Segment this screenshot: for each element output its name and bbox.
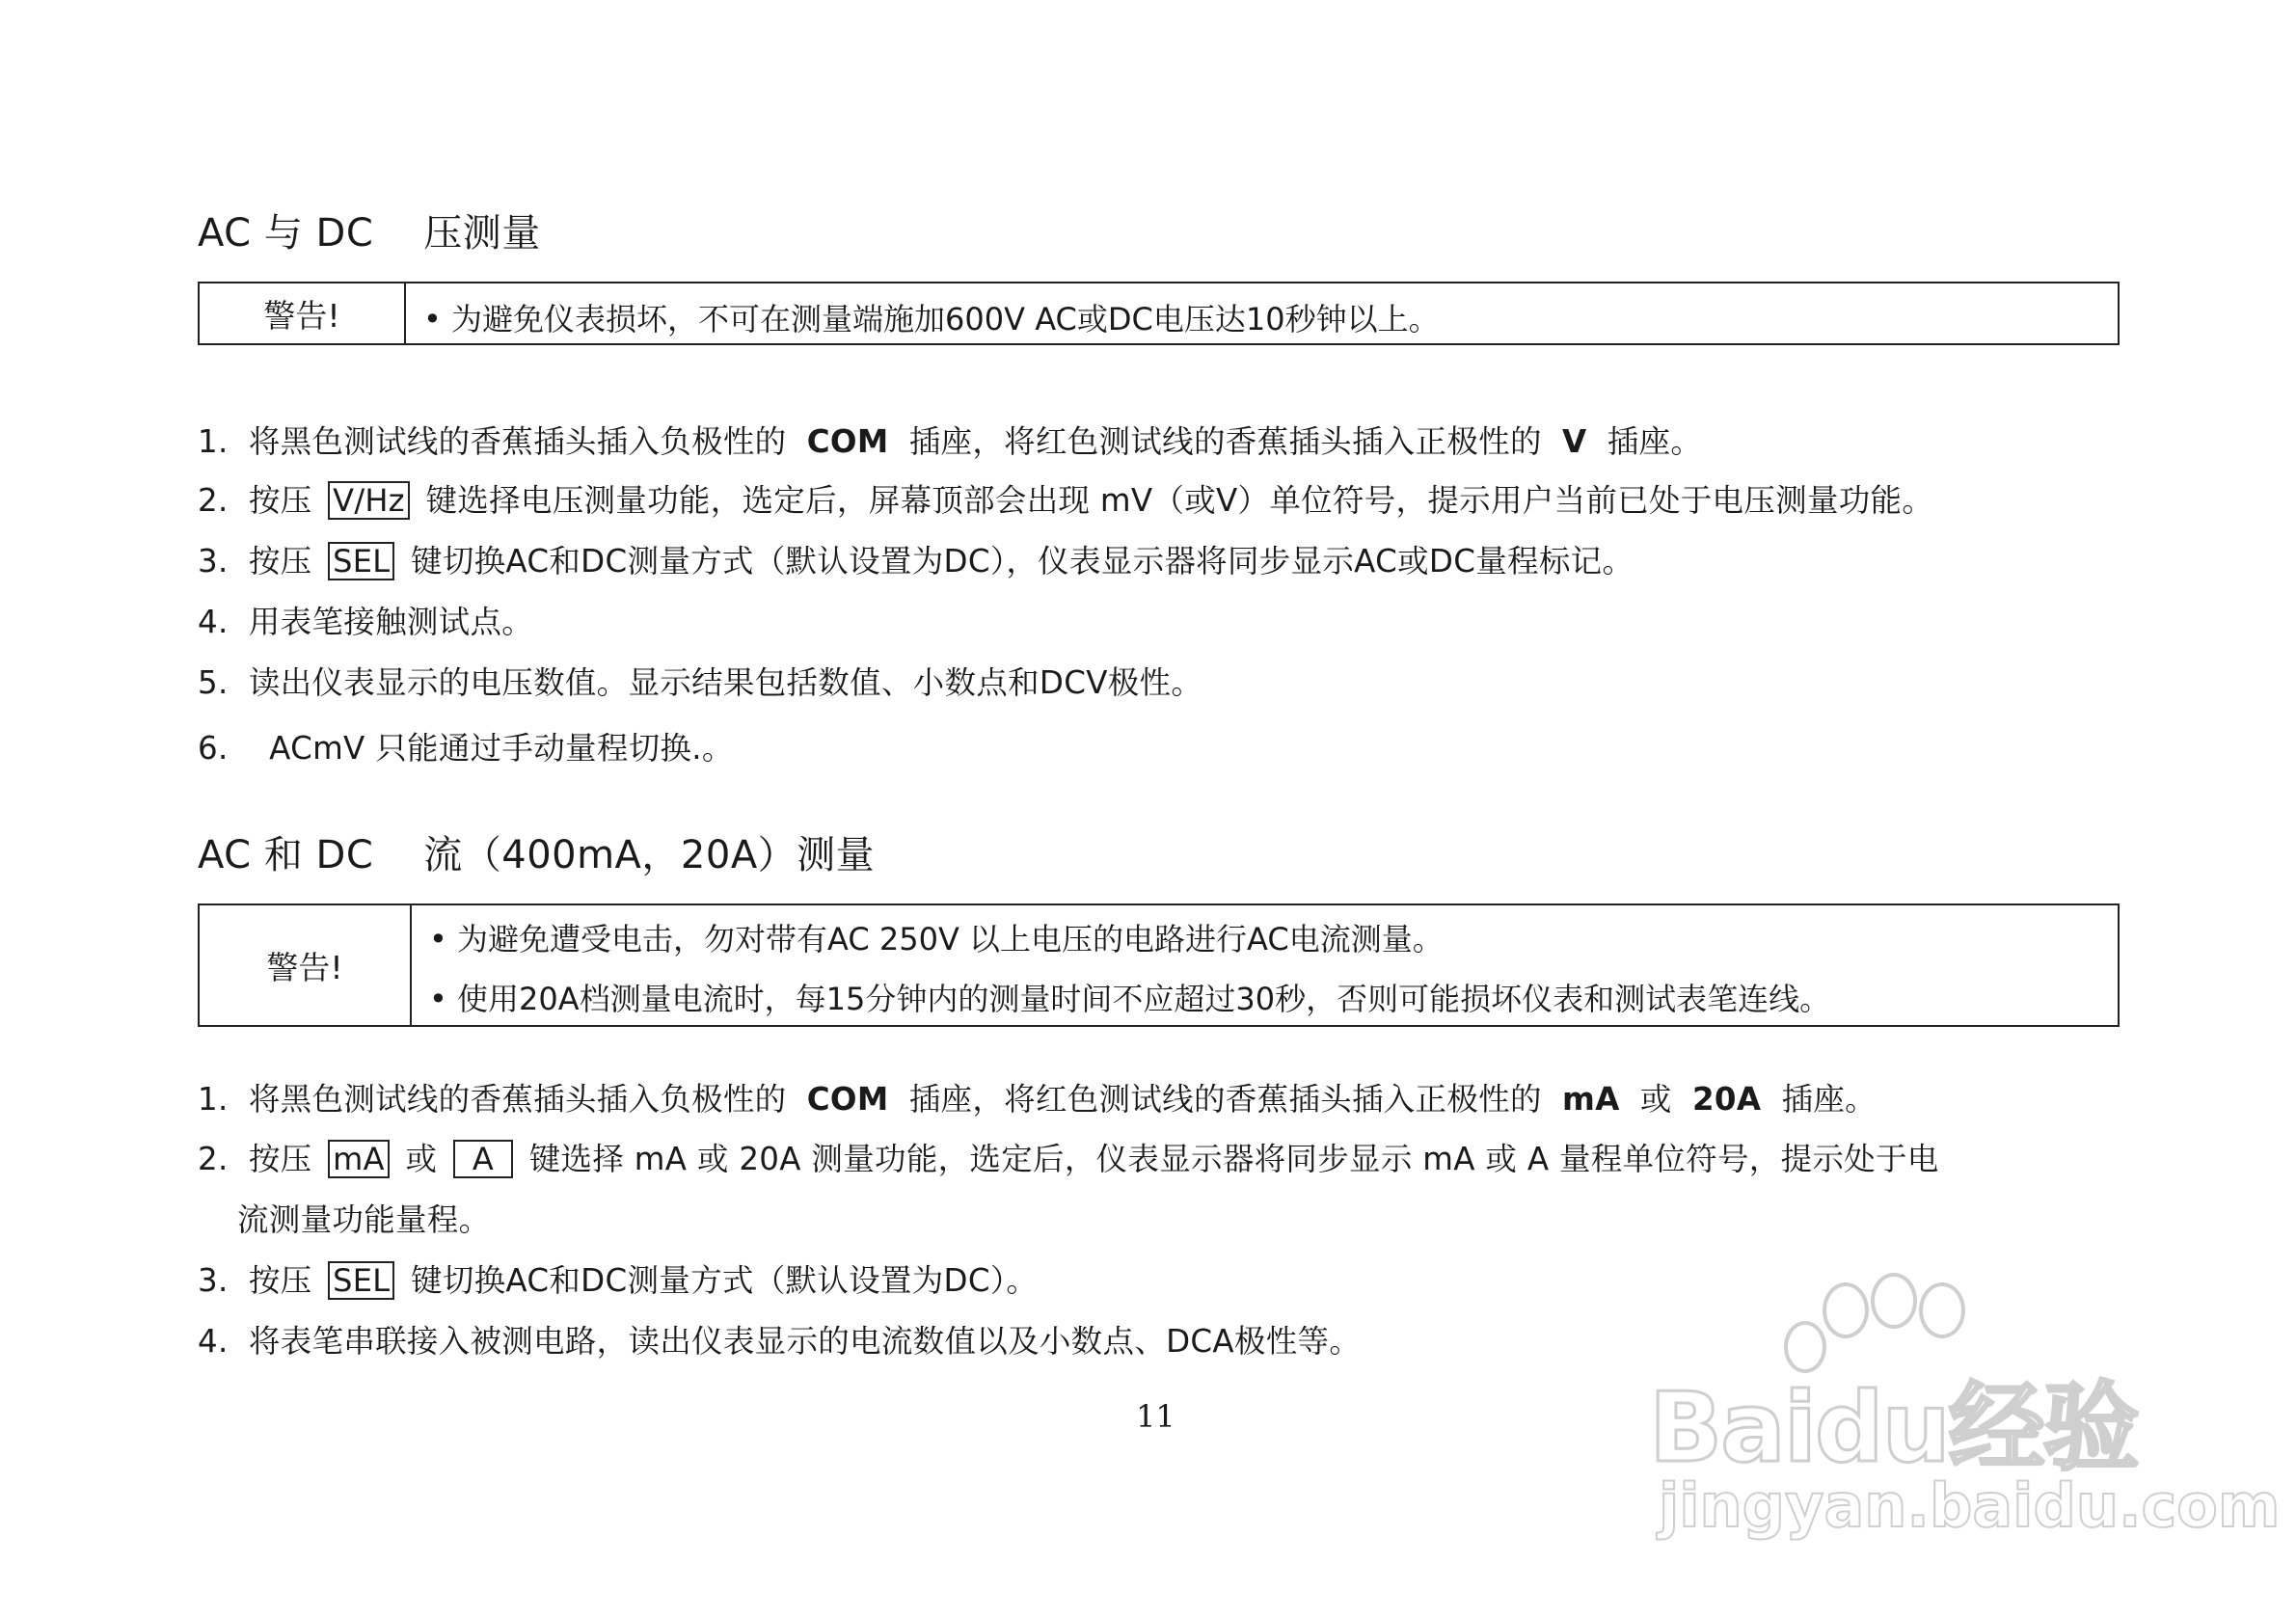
baidu-watermark (1630, 1273, 2281, 1562)
key-sel: SEL (328, 542, 394, 580)
section-heading-voltage (198, 202, 541, 257)
warning-item: • 为避免仪表损坏，不可在测量端施加600V AC或DC电压达10秒钟以上。 (423, 301, 1440, 337)
paw-icon (1871, 1273, 1917, 1329)
step-item: 5. 读出仪表显示的电压数值。显示结果包括数值、小数点和DCV极性。 (198, 664, 1203, 701)
warning-box-voltage (198, 282, 2120, 345)
paw-icon (1823, 1282, 1869, 1338)
key-vhz: V/Hz (328, 481, 410, 520)
heading-prefix: AC 与 DC (198, 211, 374, 256)
step-item: 4. 用表笔接触测试点。 (198, 604, 534, 640)
warning-label: 警告! (200, 905, 412, 1025)
warning-item: • 使用20A档测量电流时，每15分钟内的测量时间不应超过30秒，否则可能损坏仪表和测试表笔连线。 (429, 981, 1831, 1017)
warning-label: 警告! (200, 283, 406, 343)
key-a: A (453, 1140, 513, 1178)
warning-item: • 为避免遭受电击，勿对带有AC 250V 以上电压的电路进行AC电流测量。 (429, 921, 1444, 957)
watermark-logo: Baidu经验 (1649, 1371, 2138, 1484)
section-heading-current (198, 824, 875, 879)
step-item: 2. 按压 V/Hz 键选择电压测量功能，选定后，屏幕顶部会出现 mV（或V）单位符号，提示用户当前已处于电压测量功能。 (198, 482, 1934, 519)
step-item: 3. 按压 SEL 键切换AC和DC测量方式（默认设置为DC）。 (198, 1262, 1039, 1299)
heading-suffix: 压测量 (423, 211, 541, 256)
step-item: 1. 将黑色测试线的香蕉插头插入负极性的 COM 插座，将红色测试线的香蕉插头插入正极性的 mA 或 20A 插座。 (198, 1081, 1877, 1118)
heading-prefix: AC 和 DC (198, 833, 374, 877)
heading-suffix: 流（400mA，20A）测量 (423, 833, 876, 877)
warning-box-current (198, 903, 2120, 1027)
step-item-continuation: 流测量功能量程。 (237, 1201, 491, 1238)
step-item: 3. 按压 SEL 键切换AC和DC测量方式（默认设置为DC），仪表显示器将同步显示AC或DC量程标记。 (198, 543, 1634, 580)
step-item: 4. 将表笔串联接入被测电路，读出仪表显示的电流数值以及小数点、DCA极性等。 (198, 1323, 1362, 1360)
key-sel: SEL (328, 1261, 394, 1300)
paw-icon (1919, 1282, 1965, 1338)
step-item: 2. 按压 mA 或 A 键选择 mA 或 20A 测量功能，选定后，仪表显示器将同步显示 mA 或 A 量程单位符号，提示处于电 (198, 1141, 1939, 1177)
step-item: 6. ACmV 只能通过手动量程切换.。 (198, 730, 734, 767)
page-number: 11 (1136, 1398, 1175, 1435)
watermark-url: jingyan.baidu.com (1659, 1470, 2281, 1541)
key-ma: mA (328, 1140, 390, 1178)
step-item: 1. 将黑色测试线的香蕉插头插入负极性的 COM 插座，将红色测试线的香蕉插头插入正极性的 V 插座。 (198, 423, 1703, 460)
